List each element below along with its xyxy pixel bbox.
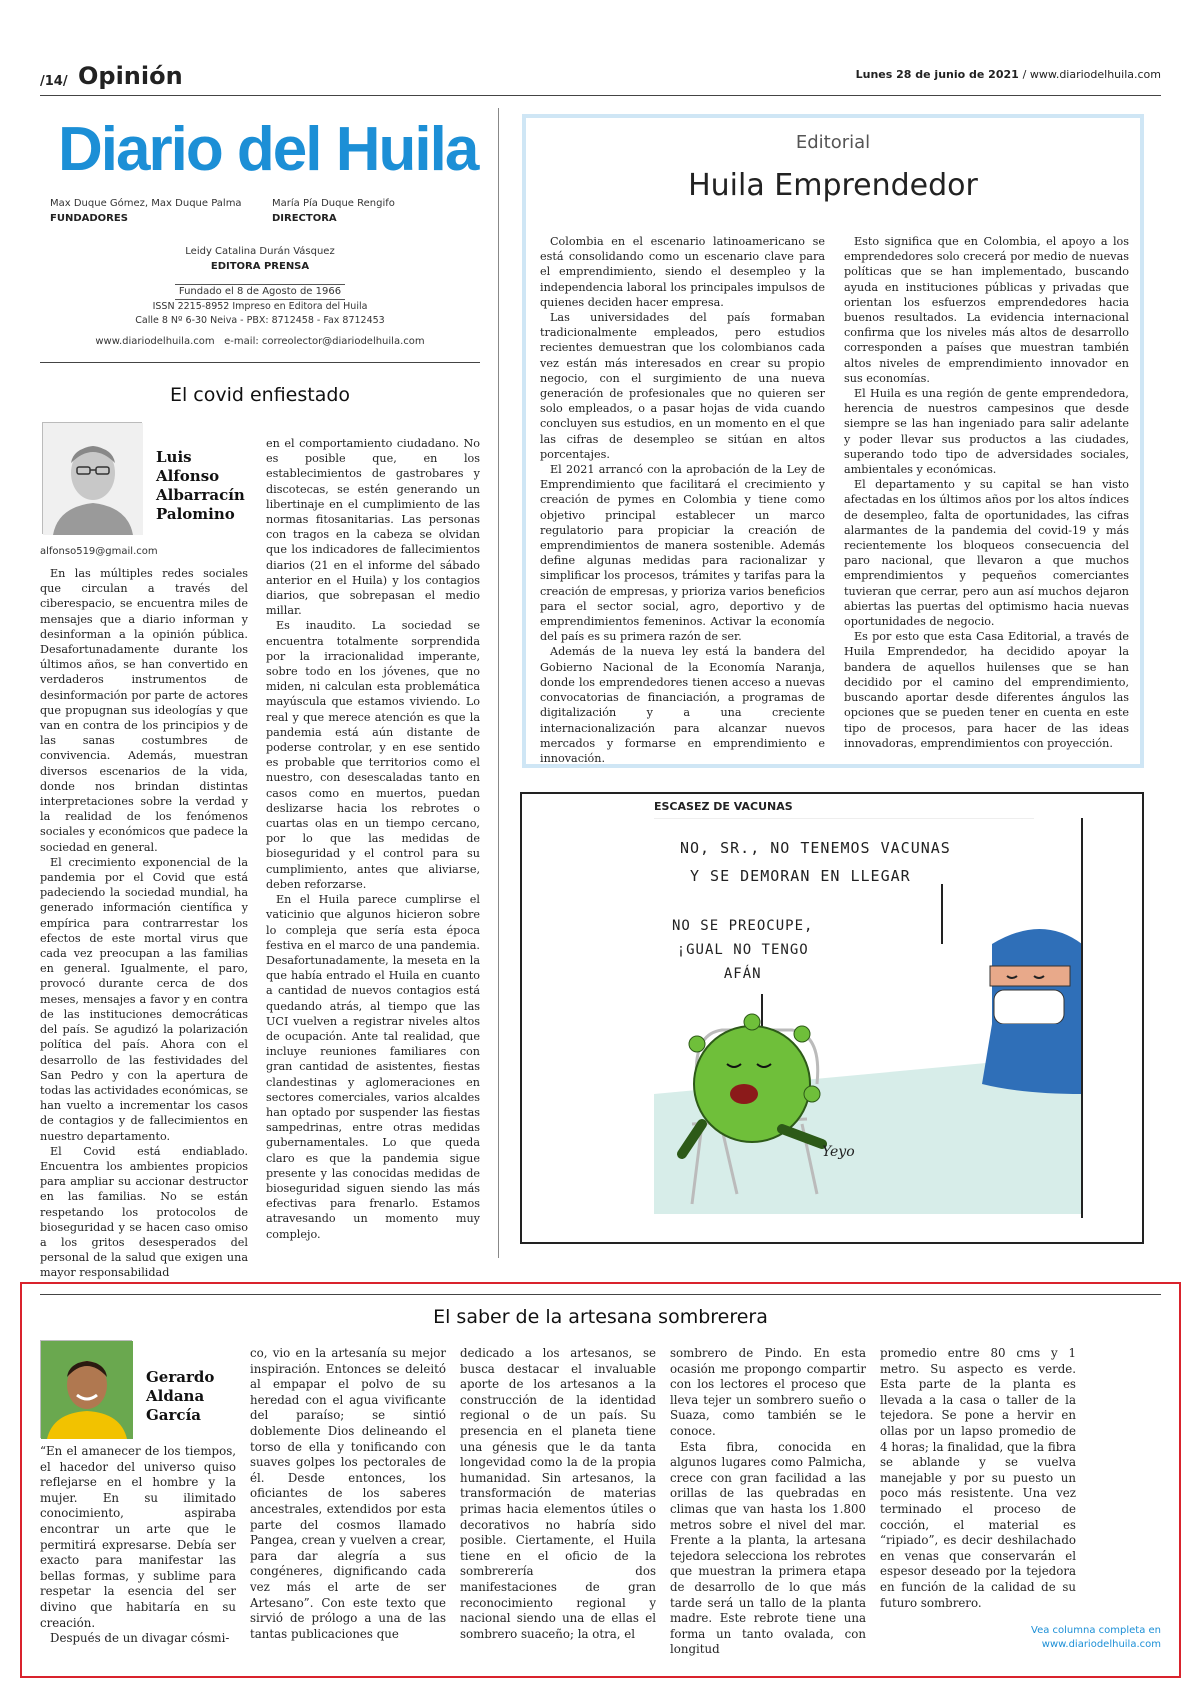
author-name-line: Aldana	[146, 1387, 205, 1405]
editorial-kicker: Editorial	[795, 132, 871, 153]
author-name-line: Alfonso	[156, 467, 220, 485]
page-number: /14/	[40, 74, 68, 89]
divider	[40, 1294, 1161, 1295]
nurse-icon	[982, 929, 1082, 1094]
founders	[50, 198, 242, 224]
author-email[interactable]: alfonso519@gmail.com	[40, 546, 158, 557]
speech-bubble-virus	[672, 914, 813, 986]
author-name	[156, 448, 245, 524]
date: Lunes 28 de junio de 2021	[855, 68, 1019, 81]
column-text-3	[460, 1346, 656, 1664]
read-more-url[interactable]: www.diariodelhuila.com	[1041, 1639, 1161, 1650]
site-link[interactable]: / www.diariodelhuila.com	[1022, 68, 1161, 81]
editor	[40, 246, 480, 272]
director-role: DIRECTORA	[272, 213, 337, 224]
paragraph: Colombia en el escenario latinoamericano se está consolidando como un escenario clave para el emprendimiento, siendo el desempleo y la independencia laboral los principales impulsos de quienes deciden hacer empresa.	[540, 235, 825, 309]
speech-line: NO SE PREOCUPE,	[672, 918, 814, 934]
founder-name: Max Duque Gómez,	[50, 198, 149, 209]
editor-name: Leidy Catalina Durán Vásquez	[185, 246, 335, 257]
paragraph: El crecimiento exponencial de la pandemia por el Covid que está padeciendo la sociedad mundial, ha generado información científica y empírica para contrarrestar los efectos de este mortal virus que cada vez preocupan a las familias en general. Igualmente, el paro, provocó durante cerca de dos meses, mensajes a favor y en contra de las instituciones democráticas del país. Se agudizó la polarización política del país. Ahora con el desarrollo de las festividades del San Pedro y con la apertura de todas las actividades económicas, se han vuelto a incrementar los casos de contagios y de fallecimientos en nuestro departamento.	[40, 855, 248, 1143]
editorial-title: Huila Emprendedor	[688, 168, 978, 203]
paragraph: El 2021 arrancó con la aprobación de la Ley de Emprendimiento que facilitará el crecimiento y creación de pymes en Colombia y tiene como objetivo principal establecer un marco regulatorio para propiciar la creación de emprendimientos de manera sostenible. Además define algunas medidas para racionalizar y simplificar los procesos, trámites y tarifas para la creación de empresas, y prioriza varios beneficios para el sector social, agro, deportivo y de emprendimientos femeninos. Activar la economía del país es su primera razón de ser.	[540, 463, 825, 644]
editorial-column-2	[844, 234, 1129, 764]
address: Calle 8 Nº 6-30 Neiva - PBX: 8712458 - Fax 8712453	[135, 315, 385, 326]
speech-line: AFÁN	[723, 966, 762, 982]
imprint	[40, 284, 480, 328]
author-photo	[42, 422, 142, 534]
paragraph: co, vio en la artesanía su mejor inspiración. Entonces se deleitó al empapar el polvo de su heredad con el agua vivificante del paraíso; se sintió doblemente Dios delineando el torso de ella y tonificando con suaves golpes los pectorales de él. Desde entonces, los oficiantes de los saberes ancestrales, extendidos por esta parte del cosmos llamado Pangea, crean y vuelven a crear, para dar alegría a sus congéneres, dignificando cada vez más el arte de ser Artesano”. Con este texto que sirvió de prólogo a una de las tantas publicaciones que	[250, 1346, 446, 1641]
opinion-title: El covid enfiestado	[169, 384, 351, 406]
author-name-line: Palomino	[156, 505, 235, 523]
paragraph: promedio entre 80 cms y 1 metro. Su aspecto es verde. Esta parte de la planta es llevada a la casa o taller de la tejedora. Se pone a hervir en ollas por un lapso promedio de 4 horas; la finalidad, que la fibra se ablande y se vuelva manejable y por su puesto un poco más resistente. Una vez terminado el proceso de cocción, el material es “ripiado”, es decir deshilachado en venas que conservarán el espesor deseado por la tejedora en función de la calidad de su futuro sombrero.	[880, 1346, 1076, 1610]
editor-role: EDITORA PRENSA	[210, 261, 310, 272]
author-name-line: García	[146, 1406, 201, 1424]
column-title: El saber de la artesana sombrerera	[433, 1306, 768, 1328]
paragraph: El Huila es una región de gente emprendedora, herencia de nuestros campesinos que desde siempre se las han ingeniado para salir adelante y poder llevar sus productos a las ciudades, superando todo tipo de adversidades sociales, ambientales y económicas.	[844, 387, 1129, 477]
speech-bubble-nurse	[680, 834, 951, 890]
editorial-box	[522, 114, 1144, 768]
read-more-label: Vea columna completa en	[1031, 1625, 1161, 1636]
editorial-column-1	[540, 234, 825, 764]
paragraph: Las universidades del país formaban tradicionalmente empleados, pero estudios recientes demuestran que los colombianos cada vez están más interesados en crear su propio negocio, con el surgimiento de una nueva generación de profesionales que no quieren ser solo empleados, o a pasar hojas de vida cuando concluyen sus estudios, en un momento en el que las cifras de desempleo se sitúan en altos porcentajes.	[540, 311, 825, 461]
founded-date: Fundado el 8 de Agosto de 1966	[175, 284, 345, 300]
director	[272, 198, 395, 224]
paragraph: Esto significa que en Colombia, el apoyo a los emprendedores solo crecerá por medio de nuevas políticas que se han implementado, buscando ayuda en instituciones públicas y privadas que orientan los esfuerzos emprendedores hacia buenos resultados. La evidencia internacional confirma que los niveles más altos de desarrollo corresponden a países que muestran también altos niveles de emprendimiento innovador en sus economías.	[844, 235, 1129, 385]
paragraph: En el Huila parece cumplirse el vaticinio que algunos hicieron sobre lo compleja que sería esta época festiva en el marco de una pandemia. Desafortunadamente, la meseta en la que había entrado el Huila en cuanto a cantidad de nuevos contagios está quedando atrás, al tiempo que las UCI vuelven a registrar niveles altos de ocupación. Ante tal realidad, que incluye reuniones familiares con gran cantidad de asistentes, fiestas clandestinas y aglomeraciones en sectores comerciales, varios alcaldes han optado por suspender las fiestas sampedrinas, entre otras medidas gubernamentales. Lo que queda claro es que la pandemia sigue presente y las conocidas medidas de bioseguridad siguen siendo las más efectivas para frenarlo. Estamos atravesando un momento muy complejo.	[266, 893, 480, 1241]
paragraph: El Covid está endiablado. Encuentra los ambientes propicios para ampliar su accionar destructor en las familias. No se están respetando los protocolos de bioseguridad y se hacen caso omiso a los gritos desesperados del personal de la salud que exigen una mayor responsabilidad	[40, 1144, 248, 1280]
author-name-line: Gerardo	[146, 1368, 215, 1386]
column-text-2	[250, 1346, 446, 1664]
divider	[40, 362, 480, 363]
masthead	[40, 108, 480, 358]
cartoonist-signature: Yeyo	[822, 1144, 855, 1160]
cartoon	[520, 792, 1144, 1244]
cartoon-title: ESCASEZ DE VACUNAS	[654, 800, 793, 813]
newspaper-logo: Diario del Huila	[58, 115, 478, 184]
author-photo	[40, 1340, 132, 1438]
author-name	[146, 1368, 214, 1425]
portrait-icon	[41, 1341, 133, 1439]
founders-role: FUNDADORES	[50, 213, 128, 224]
paragraph: El departamento y su capital se han visto afectadas en los últimos años por los altos índices de desempleo, falta de oportunidades, las cifras alarmantes de la pandemia del covid-19 y más recientemente los bloqueos consecuencia del paro nacional, que llevaron a que muchos emprendimientos y pequeños comerciantes tuvieran que cerrar, pero aun así muchos dejaron abiertas las puertas del optimismo hacia nuevas oportunidades de negocio.	[844, 478, 1129, 629]
paragraph: En las múltiples redes sociales que circulan a través del ciberespacio, se encuentra miles de mensajes que a diario informan y desinforman a la opinión pública. Desafortunadamente durante los últimos años, se han convertido en verdaderos instrumentos de desinformación por parte de actores que propugnan sus ideologías y que van en contra de los principios y de las sanas costumbres de convivencia. Además, muestran diversos escenarios de la vida, donde nos brindan distintas interpretaciones sobre la verdad y la realidad de los fenómenos sociales y económicos que padece la sociedad en general.	[40, 567, 248, 854]
paragraph: en el comportamiento ciudadano. No es posible que, en los establecimientos de gastrobares y discotecas, se estén generando un libertinaje en el cumplimiento de las normas fitosanitarias. Las personas con tragos en la cabeza se olvidan que los indicadores de fallecimientos diarios (21 en el informe del sábado anterior en el Huila) y los contagios diarios, que sobrepasan el medio millar.	[266, 437, 480, 618]
director-name: María Pía Duque Rengifo	[272, 198, 395, 209]
column-text-4	[670, 1346, 866, 1664]
paragraph: Es por esto que esta Casa Editorial, a través de Huila Emprendedor, ha decidido apoyar la bandera de aquellos huilenses que se han decidido por el camino del emprendimiento, buscando aportar desde diferentes ángulos las opciones que se pueden tener en cuenta en este tipo de procesos, para hacer de las ideas innovadoras, emprendimientos con proyección.	[844, 630, 1129, 750]
column-divider	[498, 108, 499, 1258]
column-text-1	[40, 1444, 236, 1664]
paragraph: sombrero de Pindo. En esta ocasión me propongo compartir con los lectores el proceso que lleva tejer un sombrero sueño o Suaza, como también se le conoce.	[670, 1346, 866, 1438]
website-link[interactable]: www.diariodelhuila.com	[95, 336, 215, 347]
paragraph: Después de un divagar cósmi-	[50, 1631, 230, 1646]
paragraph: Es inaudito. La sociedad se encuentra totalmente sorprendida por la irracionalidad imperante, sobre todo en los jóvenes, que no miden, ni calculan esta problemática mayúscula que estamos viviendo. Lo real y que merece atención es que la pandemia está aún distante de poderse controlar, y en ese sentido es probable que territorios como el nuestro, con desescaladas tanto en casos como en muertos, puedan deslizarse hacia los rebrotes o cuartas olas en un tiempo cercano, por lo que las medidas de bioseguridad y el control para su cumplimiento, antes que aliviarse, deben reforzarse.	[266, 619, 480, 891]
dateline	[856, 68, 1161, 81]
email-link[interactable]: e-mail: correolector@diariodelhuila.com	[224, 336, 425, 347]
author-name-line: Albarracín	[156, 486, 245, 504]
opinion-column-2	[266, 436, 480, 1258]
section-title: Opinión	[78, 62, 183, 90]
column-text-5	[880, 1346, 1076, 1616]
author-name-line: Luis	[156, 448, 192, 466]
paragraph: Además de la nueva ley está la bandera del Gobierno Nacional de la Economía Naranja, donde los emprendedores tienen acceso a nuevas convocatorias de financiación, a programas de digitalización y a una creciente internacionalización para alcanzar nuevos mercados y formarse en emprendimiento e innovación.	[540, 645, 825, 765]
founder-name: Max Duque Palma	[151, 198, 242, 209]
speech-line: NO, SR., NO TENEMOS VACUNAS	[680, 839, 951, 857]
paragraph: “En el amanecer de los tiempos, el hacedor del universo quiso reflejarse en el hombre y la mujer. En su ilimitado conocimiento, aspiraba encontrar un arte que le permitirá expresarse. Debía ser exacto para manifestar las bellas formas, y sublime para respetar la esencia del ser divino que habitaría en su creación.	[40, 1444, 236, 1630]
speech-line: Y SE DEMORAN EN LLEGAR	[690, 867, 911, 885]
portrait-icon	[43, 423, 143, 535]
speech-line: ¡GUAL NO TENGO	[676, 942, 809, 958]
paragraph: dedicado a los artesanos, se busca destacar el invaluable aporte de los artesanos a la construcción de la identidad regional o de un país. Su presencia en el planeta tiene una génesis que le da tanta longevidad como la de la propia humanidad. Sin artesanos, la transformación de materias primas hacia elementos útiles o decorativos no habría sido posible. Ciertamente, el Huila tiene en el oficio de la sombrerería dos manifestaciones de gran reconocimiento regional y nacional siendo una de ellas el sombrero suaceño; la otra, el	[460, 1346, 656, 1641]
contact-line	[40, 336, 480, 347]
paragraph: Esta fibra, conocida en algunos lugares como Palmicha, crece con gran facilidad a las orillas de las quebradas en climas que van hasta los 1.800 metros sobre el nivel del mar. Frente a la planta, la artesana tejedora selecciona los rebrotes que muestran la primera etapa de desarrollo de lo que más tarde será un tallo de la planta madre. Este rebrote tiene una forma un tanto ovalada, con longitud	[670, 1439, 866, 1657]
highlighted-column	[20, 1282, 1181, 1678]
page-header	[40, 62, 1161, 96]
read-more-link[interactable]	[1031, 1624, 1161, 1652]
opinion-column-1	[40, 566, 248, 1280]
issn: ISSN 2215-8952 Impreso en Editora del Huila	[152, 301, 368, 312]
